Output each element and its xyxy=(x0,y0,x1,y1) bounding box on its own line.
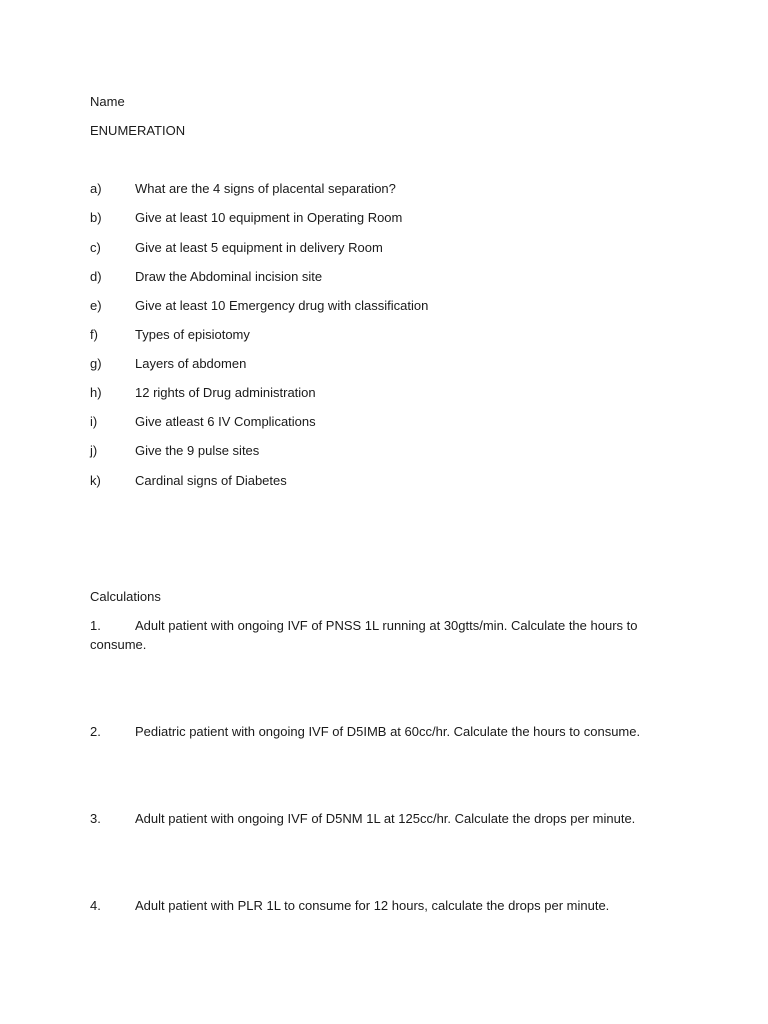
item-marker: g) xyxy=(90,356,102,371)
item-marker: b) xyxy=(90,210,102,225)
item-text: Give atleast 6 IV Complications xyxy=(135,414,316,429)
item-marker: 1. xyxy=(90,618,101,633)
item-marker: c) xyxy=(90,240,101,255)
calculation-item xyxy=(90,722,650,741)
item-marker: k) xyxy=(90,473,101,488)
enumeration-item xyxy=(90,412,650,431)
item-marker: f) xyxy=(90,327,98,342)
enumeration-item xyxy=(90,296,650,315)
enumeration-item xyxy=(90,179,650,198)
enumeration-item xyxy=(90,208,650,227)
enumeration-item xyxy=(90,267,650,286)
item-text: Adult patient with ongoing IVF of PNSS 1L running at 30gtts/min. Calculate the hours to consume. xyxy=(90,618,638,652)
item-text: Cardinal signs of Diabetes xyxy=(135,473,287,488)
calculation-item xyxy=(90,896,650,915)
item-marker: h) xyxy=(90,385,102,400)
item-text: 12 rights of Drug administration xyxy=(135,385,316,400)
item-text: Pediatric patient with ongoing IVF of D5IMB at 60cc/hr. Calculate the hours to consume. xyxy=(135,724,641,739)
item-text: Give at least 10 equipment in Operating Room xyxy=(135,210,403,225)
item-text: Adult patient with ongoing IVF of D5NM 1L at 125cc/hr. Calculate the drops per minute. xyxy=(135,811,636,826)
item-text: Layers of abdomen xyxy=(135,356,247,371)
item-text: What are the 4 signs of placental separation? xyxy=(135,181,396,196)
item-text: Types of episiotomy xyxy=(135,327,250,342)
calculation-item xyxy=(90,809,650,828)
item-marker: a) xyxy=(90,181,102,196)
item-marker: 4. xyxy=(90,898,101,913)
enumeration-item xyxy=(90,238,650,257)
section-title-enumeration: ENUMERATION xyxy=(90,123,186,138)
calculation-item xyxy=(90,616,650,654)
enumeration-item xyxy=(90,354,650,373)
item-marker: d) xyxy=(90,269,102,284)
item-marker: 2. xyxy=(90,724,101,739)
item-marker: i) xyxy=(90,414,98,429)
item-marker: j) xyxy=(90,443,98,458)
name-label: Name xyxy=(90,94,125,109)
section-title-calculations: Calculations xyxy=(90,589,161,604)
enumeration-item xyxy=(90,441,650,460)
enumeration-item xyxy=(90,325,650,344)
enumeration-item xyxy=(90,383,650,402)
item-text: Give at least 5 equipment in delivery Room xyxy=(135,240,383,255)
item-text: Draw the Abdominal incision site xyxy=(135,269,323,284)
enumeration-item xyxy=(90,471,650,490)
item-text: Give the 9 pulse sites xyxy=(135,443,260,458)
item-marker: 3. xyxy=(90,811,101,826)
item-text: Give at least 10 Emergency drug with classification xyxy=(135,298,429,313)
item-marker: e) xyxy=(90,298,102,313)
item-text: Adult patient with PLR 1L to consume for 12 hours, calculate the drops per minute. xyxy=(135,898,610,913)
